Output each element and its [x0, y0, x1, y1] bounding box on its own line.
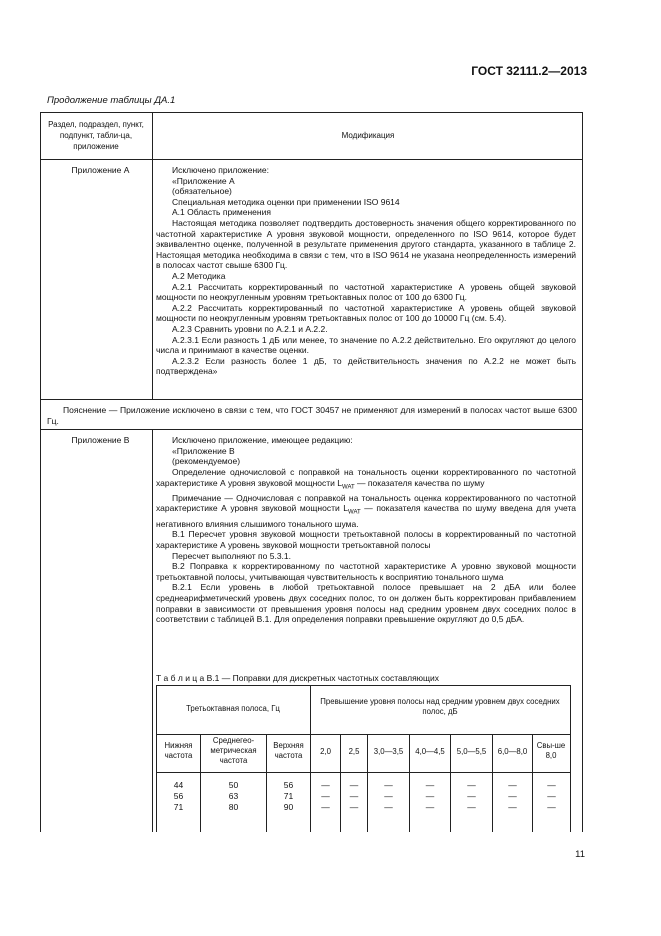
table-border-right — [582, 112, 583, 832]
t2-col-header: 2,0 — [320, 747, 331, 756]
t2-cell: 80 — [228, 802, 239, 812]
text-line: Исключено приложение: — [172, 165, 269, 175]
section-appendix-b: Приложение В — [71, 435, 130, 445]
t2-cell: 71 — [173, 802, 184, 812]
t2-cell: — — [349, 780, 359, 790]
text-line: А.1 Область применения — [172, 207, 271, 218]
subscript: WAT — [342, 484, 355, 491]
t2-mid-left — [156, 734, 310, 735]
text-paragraph: В.1 Пересчет уровня звуковой мощности третьоктавной полосы в корректированный по частотной характеристике А уровень звуковой мощности третьоктавной полосы — [156, 529, 576, 550]
table-border-left — [40, 112, 41, 832]
appendix-b-paragraphs — [156, 467, 576, 625]
t2-cell: 63 — [228, 791, 239, 801]
t2-cell: — — [547, 802, 556, 812]
table-b1-title: Т а б л и ц а В.1 — Поправки для дискретных частотных составляющих — [156, 673, 440, 683]
t2-cell: — — [508, 780, 517, 790]
t2-cell: — — [349, 791, 359, 801]
text-paragraph: Пересчет выполняют по 5.3.1. — [172, 550, 291, 561]
text-line: (обязательное) — [172, 186, 232, 197]
t2-col-header: 5,0—5,5 — [456, 747, 487, 756]
header-modification-cell: Модификация — [341, 131, 395, 140]
t2-cell: — — [384, 791, 393, 801]
t2-cell: — — [467, 802, 476, 812]
appendix-b-head — [172, 435, 576, 467]
t2-col-header: 4,0—4,5 — [415, 747, 445, 756]
t2-cell: — — [384, 780, 393, 790]
t2-top — [156, 685, 570, 686]
t2-cell: — — [467, 780, 476, 790]
t2-cell: — — [425, 802, 435, 812]
t2-cell: — — [547, 780, 556, 790]
text-paragraph: В.2.1 Если уровень в любой третьоктавной полосе превышает на 2 дБА или более среднеарифметический уровень двух соседних полос, то он должен быть корректирован прибавлением поправки в зависимости от превышения уровня полосы над средним уровнем двух соседних полос в соответствии с таблицей В.1. Для определения поправки превышение округляют до 0,5 дБА. — [156, 582, 576, 625]
t2-col-header: Нижняя частота — [164, 741, 193, 760]
t2-group-right: Превышение уровня полосы над средним уровнем двух соседних полос, дБ — [320, 697, 560, 716]
text-paragraph: Примечание — Одночисловая с поправкой на тональность оценка корректированного по частотной характеристике А уровня звуковой мощности L — [156, 492, 576, 514]
t2-cell: 71 — [283, 791, 294, 801]
table-continuation-title: Продолжение таблицы ДА.1 — [47, 95, 176, 106]
text-fragment: — показателя качества по шуму введена для учета негативного влияния слышимого тонального шума. — [156, 503, 576, 529]
appendix-a-paragraphs — [156, 218, 576, 377]
t2-cell: — — [467, 791, 476, 801]
t2-header-bottom — [156, 772, 570, 773]
text-paragraph: Настоящая методика позволяет подтвердить достоверность значения общего корректированного по частотной характеристике А уровня звуковой мощности, определенного по ISO 9614, которое будет эквивалентно оценке, полученной в результате применения другого стандарта, указанного в таблице 2. Настоящая методика необходима в связи с тем, что в ISO 9614 не указана неопределенность измерений в полосах частот свыше 6300 Гц. — [156, 218, 576, 271]
t2-col-header: 6,0—8,0 — [497, 747, 528, 756]
text-paragraph: А.2.2 Рассчитать корректированный по частотной характеристике А уровень общей звуковой мощности по неокругленным уровням третьоктавных полос от 100 до 10000 Гц (см. 5.4). — [156, 302, 576, 324]
text-paragraph: А.2.3.2 Если разность более 1 дБ, то действительность значения по А.2.2 не может быть подтверждена» — [156, 355, 576, 377]
t2-cell: — — [321, 780, 330, 790]
text-paragraph: А.2.3 Сравнить уровни по А.2.1 и А.2.2. — [172, 323, 328, 334]
t2-cell: — — [384, 802, 393, 812]
t2-cell: 56 — [173, 791, 184, 801]
table-header-divider — [40, 159, 582, 160]
row-divider-a — [40, 399, 582, 400]
t2-group-left: Третьоктавная полоса, Гц — [186, 704, 280, 713]
t2-col-header: Свы-ше 8,0 — [536, 741, 566, 760]
text-paragraph: А.2.3.1 Если разность 1 дБ или менее, то значение по А.2.2 действительно. Его округляют до целого числа и принимают в качестве оценки. — [156, 334, 576, 356]
appendix-a-text — [172, 165, 576, 218]
subscript: WAT — [348, 510, 361, 517]
t2-cell: — — [321, 802, 330, 812]
t2-col-header: 3,0—3,5 — [373, 747, 404, 756]
t2-mid-right — [310, 734, 570, 735]
t2-cell: — — [508, 791, 517, 801]
text-line: (рекомендуемое) — [172, 456, 241, 467]
standard-code: ГОСТ 32111.2—2013 — [471, 64, 587, 78]
t2-right — [570, 685, 571, 832]
t2-cell: — — [508, 802, 517, 812]
text-line: Исключено приложение, имеющее редакцию: — [172, 435, 353, 445]
t2-cell: — — [425, 791, 435, 801]
text-paragraph: Определение одночисловой с поправкой на тональность оценки корректированного по частотной характеристике А уровня звуковой мощности L — [156, 467, 576, 488]
t2-col-header: 2,5 — [348, 747, 360, 756]
column-divider-top — [152, 112, 153, 399]
t2-col-header: Верхняя частота — [273, 741, 304, 760]
t2-cell: — — [349, 802, 359, 812]
text-paragraph: А.2 Методика — [172, 270, 226, 281]
t2-cell: 90 — [283, 802, 294, 812]
text-line: «Приложение В — [172, 445, 235, 456]
t2-cell: 50 — [228, 780, 239, 790]
explanation-note: Пояснение — Приложение исключено в связи с тем, что ГОСТ 30457 не применяют для измерений в полосах частот выше 6300 Гц. — [47, 405, 577, 426]
text-line: Специальная методика оценки при применении ISO 9614 — [172, 196, 400, 207]
t2-cell: — — [425, 780, 435, 790]
t2-col-header: Среднегео-метрическая частота — [210, 736, 257, 765]
text-line: «Приложение А — [172, 175, 235, 186]
header-section-cell: Раздел, подраздел, пункт, подпункт, табли-ца, приложение — [48, 120, 144, 151]
t2-cell: 44 — [173, 780, 184, 790]
text-fragment: — показателя качества по шуму — [354, 477, 485, 488]
section-appendix-a: Приложение А — [71, 165, 130, 175]
table-border-top — [40, 112, 582, 113]
text-paragraph: А.2.1 Рассчитать корректированный по частотной характеристике А уровень общей звуковой мощности по неокругленным уровням третьоктавных полос от 100 до 6300 Гц. — [156, 281, 576, 303]
t2-cell: 56 — [283, 780, 294, 790]
t2-cell: — — [321, 791, 330, 801]
column-divider-bottom — [152, 429, 153, 832]
t2-cell: — — [547, 791, 556, 801]
row-divider-note — [40, 429, 582, 430]
page-number: 11 — [575, 849, 585, 860]
text-paragraph: В.2 Поправка к корректированному по частотной характеристике А уровню звуковой мощности третьоктавной полосы, учитывающая чувствительность к восприятию тонального шума — [156, 561, 576, 582]
